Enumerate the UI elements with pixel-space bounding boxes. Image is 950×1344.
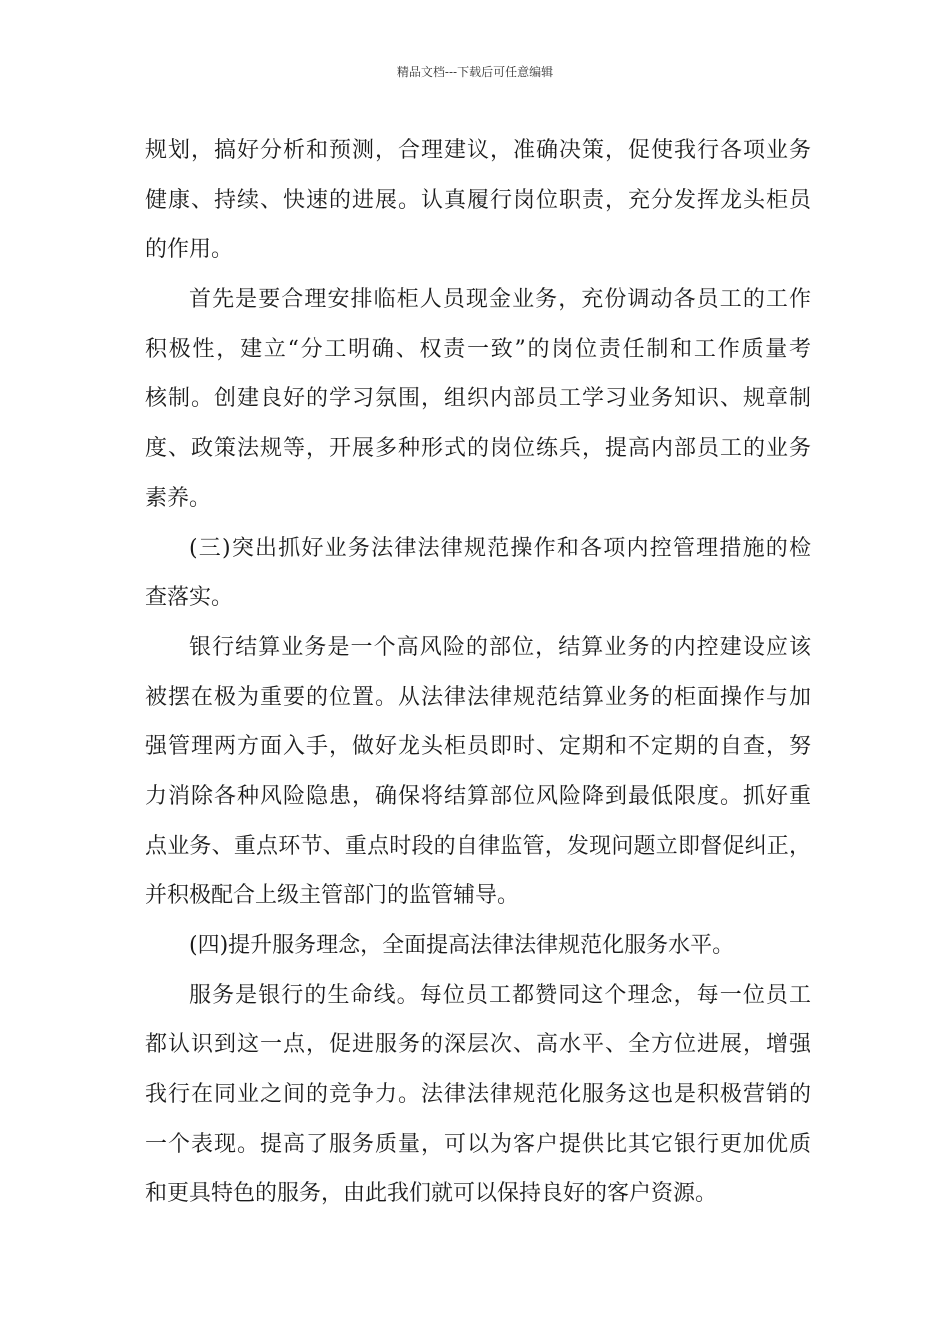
section-heading-4 [145,921,811,971]
page-header: 精品文档---下载后可任意编辑 [396,65,554,79]
text-line: 力消除各种风险隐患，确保将结算部位风险降到最低限度。抓好重 [145,783,811,809]
text-line: 强管理两方面入手，做好龙头柜员即时、定期和不定期的自查，努 [145,734,811,760]
text-line: 点业务、重点环节、重点时段的自律监管，发现问题立即督促纠正， [145,833,811,859]
paragraph-4 [145,623,811,921]
text-line: 度、政策法规等，开展多种形式的岗位练兵，提高内部员工的业务 [145,436,811,462]
text-line: 和更具特色的服务，由此我们就可以保持良好的客户资源。 [145,1181,718,1207]
text-line: 的作用。 [145,237,234,263]
text-line: 银行结算业务是一个高风险的部位，结算业务的内控建设应该 [189,634,811,660]
document-body [145,126,811,1219]
text-line: 都认识到这一点，促进服务的深层次、高水平、全方位进展，增强 [145,1032,811,1058]
text-line: 服务是银行的生命线。每位员工都赞同这个理念，每一位员工 [189,982,811,1008]
text-line: 健康、持续、快速的进展。认真履行岗位职责，充分发挥龙头柜员 [145,187,811,213]
text-line: 我行在同业之间的竞争力。法律法律规范化服务这也是积极营销的 [145,1082,811,1108]
text-line: 首先是要合理安排临柜人员现金业务，充份调动各员工的工作 [189,287,811,313]
text-line: (三)突出抓好业务法律法律规范操作和各项内控管理措施的检 [189,535,811,561]
paragraph-2 [145,275,811,523]
text-line: (四)提升服务理念，全面提高法律法律规范化服务水平。 [189,933,735,958]
text-line: 查落实。 [145,585,234,611]
section-heading-3 [145,524,811,623]
paragraph-6 [145,971,811,1219]
text-line: 素养。 [145,485,212,511]
text-line: 被摆在极为重要的位置。从法律法律规范结算业务的柜面操作与加 [145,684,811,710]
text-line: 核制。创建良好的学习氛围，组织内部员工学习业务知识、规章制 [145,386,811,412]
text-line: 一个表现。提高了服务质量，可以为客户提供比其它银行更加优质 [145,1131,811,1157]
text-line: 并积极配合上级主管部门的监管辅导。 [145,883,520,909]
paragraph-1 [145,126,811,275]
text-line: 积极性，建立“分工明确、权责一致”的岗位责任制和工作质量考 [145,336,811,362]
text-line: 规划，搞好分析和预测，合理建议，准确决策，促使我行各项业务 [145,138,811,163]
